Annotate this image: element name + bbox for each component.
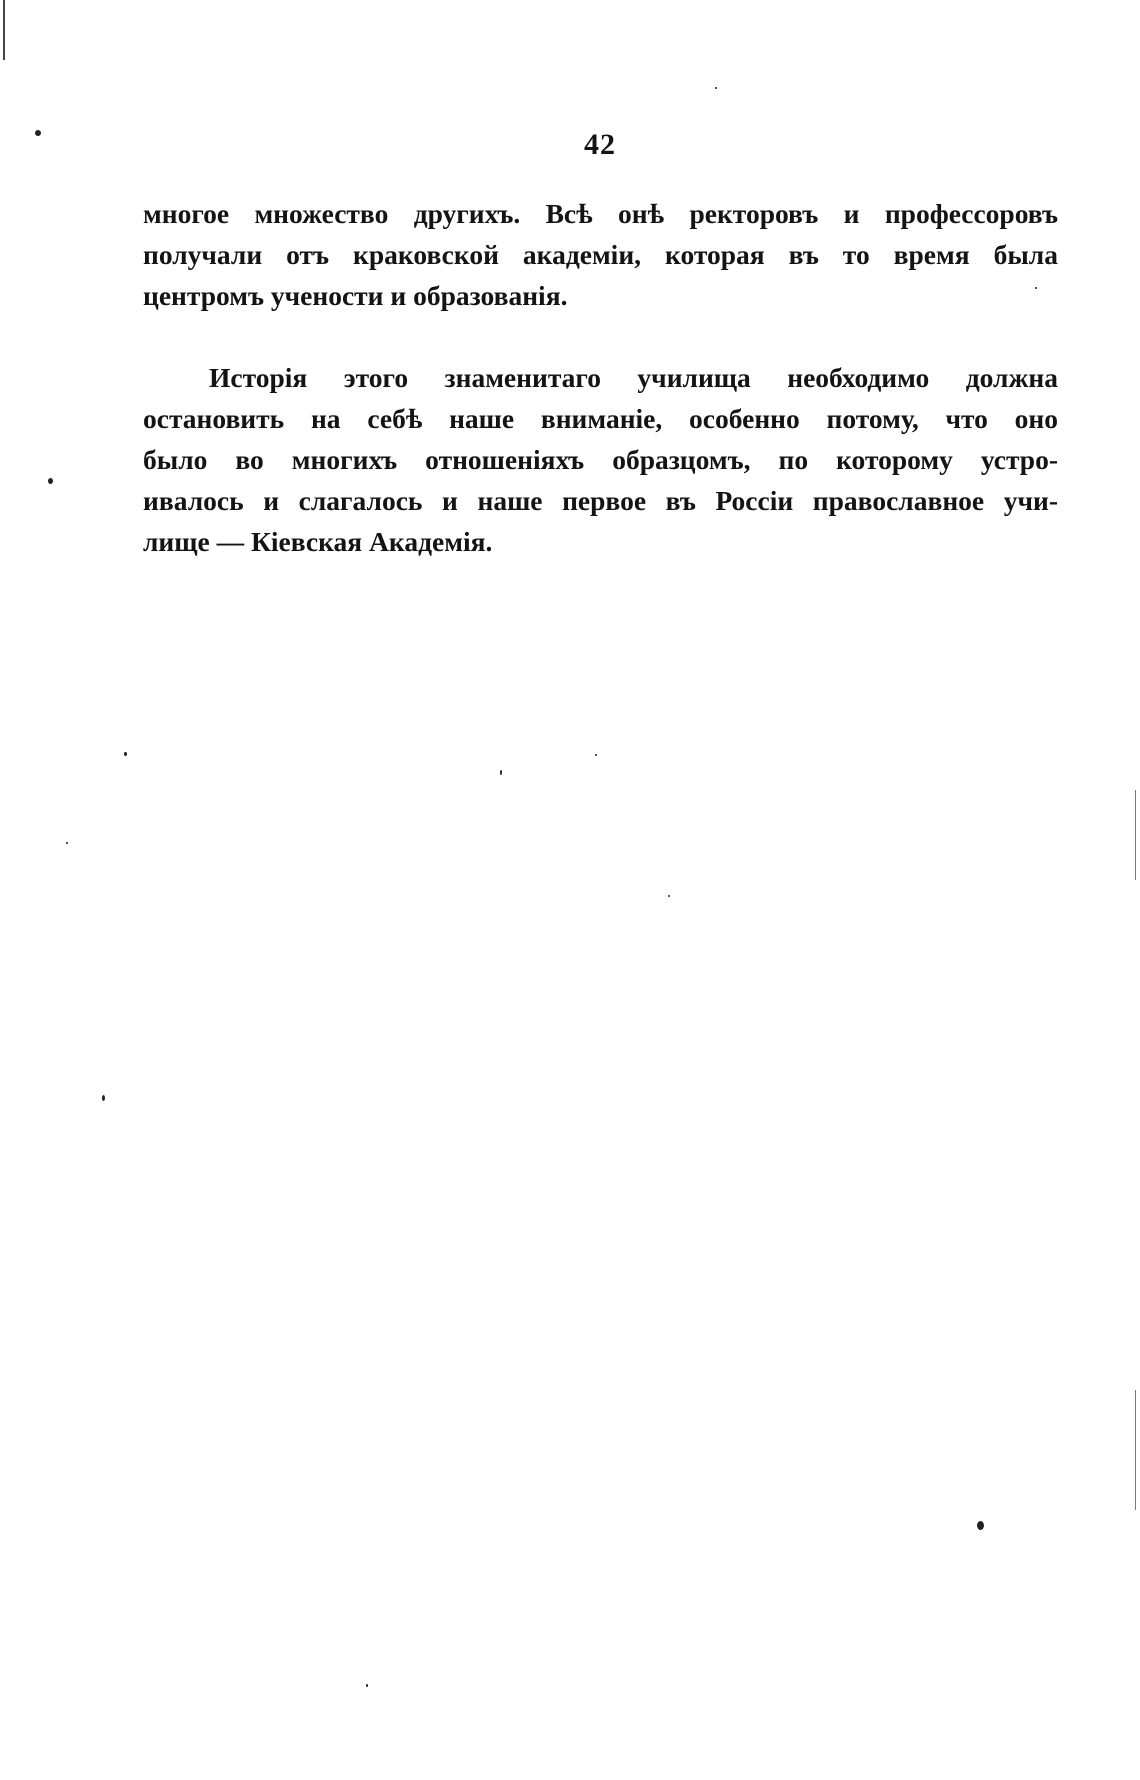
text-line: остановить на себѣ наше вниманіе, особенно потому, что оно	[143, 403, 1058, 434]
scan-speck	[977, 1521, 984, 1530]
scan-speck	[124, 752, 127, 756]
page-edge-mark	[1135, 790, 1136, 880]
text-line: центромъ учености и образованія.	[143, 280, 568, 311]
text-line: Исторія этого знаменитаго училища необходимо должна	[209, 362, 1058, 393]
text-line: лище — Кіевская Академія.	[143, 526, 493, 557]
text-line: ивалось и слагалось и наше первое въ Россіи православное учи-	[143, 485, 1058, 516]
paragraph-2	[143, 357, 1058, 562]
text-line: получали отъ краковской академіи, которая въ то время была	[143, 239, 1058, 270]
page-edge-mark	[1135, 1390, 1136, 1510]
scan-speck	[595, 754, 597, 756]
scan-speck	[500, 770, 502, 775]
scan-speck	[102, 1095, 105, 1101]
scan-speck	[668, 895, 670, 897]
scan-speck	[1035, 287, 1037, 289]
text-line: было во многихъ отношеніяхъ образцомъ, по которому устро-	[143, 444, 1058, 475]
scan-speck	[48, 478, 53, 484]
scan-speck	[35, 130, 41, 136]
paragraph-1	[143, 193, 1058, 316]
scan-speck	[366, 1684, 368, 1687]
page-edge-mark	[3, 0, 5, 60]
scan-speck	[715, 87, 717, 89]
scan-speck	[66, 842, 68, 844]
page-number: 42	[584, 128, 616, 161]
text-line: многое множество другихъ. Всѣ онѣ ректоровъ и профессоровъ	[143, 198, 1058, 229]
